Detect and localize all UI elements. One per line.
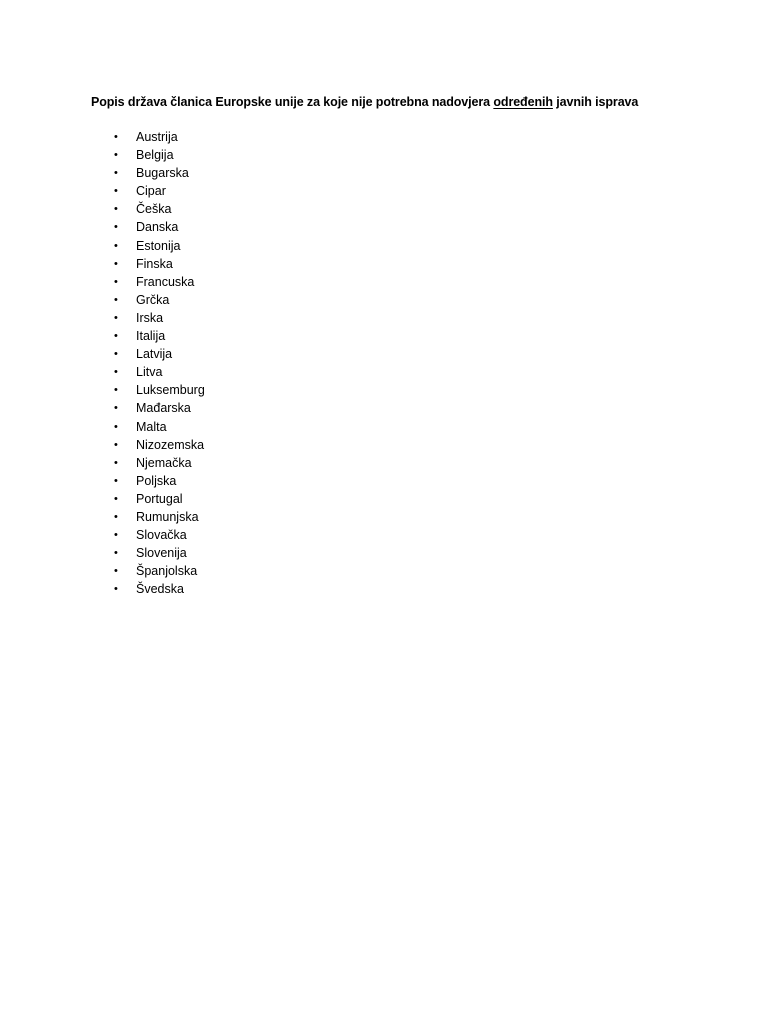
list-item xyxy=(112,472,205,490)
document-title xyxy=(91,93,638,111)
bullet-icon: • xyxy=(114,474,118,487)
list-item xyxy=(112,436,205,454)
country-name: Slovačka xyxy=(136,528,187,543)
country-list xyxy=(112,128,205,598)
list-item xyxy=(112,218,205,236)
country-name: Litva xyxy=(136,365,163,380)
title-text-before: Popis država članica Europske unije za koje nije potrebna nadovjera xyxy=(91,95,494,109)
country-name: Češka xyxy=(136,202,172,217)
bullet-icon: • xyxy=(114,293,118,306)
list-item xyxy=(112,363,205,381)
bullet-icon: • xyxy=(114,438,118,451)
bullet-icon: • xyxy=(114,149,118,162)
country-name: Belgija xyxy=(136,148,174,163)
title-text-after: javnih isprava xyxy=(552,95,639,109)
list-item xyxy=(112,562,205,580)
country-name: Španjolska xyxy=(136,564,198,579)
bullet-icon: • xyxy=(114,185,118,198)
bullet-icon: • xyxy=(114,131,118,143)
bullet-icon: • xyxy=(114,167,118,180)
list-item xyxy=(112,146,205,164)
list-item xyxy=(112,381,205,399)
bullet-icon: • xyxy=(114,348,118,361)
bullet-icon: • xyxy=(114,583,118,596)
list-item xyxy=(112,418,205,436)
list-item xyxy=(112,309,205,327)
bullet-icon: • xyxy=(114,221,118,234)
bullet-icon: • xyxy=(114,384,118,397)
bullet-icon: • xyxy=(114,565,118,578)
list-item xyxy=(112,454,205,472)
list-item xyxy=(112,255,205,273)
country-name: Malta xyxy=(136,419,167,434)
list-item xyxy=(112,327,205,345)
country-name: Poljska xyxy=(136,473,177,488)
country-name: Danska xyxy=(136,220,179,235)
list-item xyxy=(112,544,205,562)
country-name: Latvija xyxy=(136,347,173,362)
bullet-icon: • xyxy=(114,510,118,523)
list-item xyxy=(112,291,205,309)
bullet-icon: • xyxy=(114,456,118,469)
list-item xyxy=(112,580,205,598)
list-item xyxy=(112,200,205,218)
bullet-icon: • xyxy=(114,275,118,288)
country-name: Slovenija xyxy=(136,546,187,561)
country-name: Mađarska xyxy=(136,401,191,416)
list-item xyxy=(112,490,205,508)
country-name: Bugarska xyxy=(136,166,189,181)
country-name: Luksemburg xyxy=(136,383,205,398)
country-name: Portugal xyxy=(136,491,183,506)
bullet-icon: • xyxy=(114,547,118,560)
bullet-icon: • xyxy=(114,330,118,343)
bullet-icon: • xyxy=(114,311,118,324)
country-name: Rumunjska xyxy=(136,509,199,524)
title-underlined-word: određenih xyxy=(493,95,553,109)
list-item xyxy=(112,164,205,182)
bullet-icon: • xyxy=(114,366,118,379)
country-name: Estonija xyxy=(136,238,181,253)
country-name: Finska xyxy=(136,256,173,271)
bullet-icon: • xyxy=(114,529,118,542)
list-item xyxy=(112,399,205,417)
country-name: Italija xyxy=(136,329,166,344)
country-name: Nizozemska xyxy=(136,437,205,452)
list-item xyxy=(112,273,205,291)
bullet-icon: • xyxy=(114,257,118,270)
list-item xyxy=(112,526,205,544)
list-item xyxy=(112,182,205,200)
country-name: Grčka xyxy=(136,292,170,307)
country-name: Švedska xyxy=(136,582,184,597)
list-item xyxy=(112,508,205,526)
country-name: Francuska xyxy=(136,274,195,289)
list-item xyxy=(112,237,205,255)
bullet-icon: • xyxy=(114,420,118,433)
country-name: Njemačka xyxy=(136,455,192,470)
list-item xyxy=(112,345,205,363)
country-name: Irska xyxy=(136,310,164,325)
list-item xyxy=(112,128,205,146)
bullet-icon: • xyxy=(114,239,118,252)
country-name: Cipar xyxy=(136,184,166,199)
bullet-icon: • xyxy=(114,203,118,216)
bullet-icon: • xyxy=(114,492,118,505)
country-name: Austrija xyxy=(136,130,178,144)
bullet-icon: • xyxy=(114,402,118,415)
